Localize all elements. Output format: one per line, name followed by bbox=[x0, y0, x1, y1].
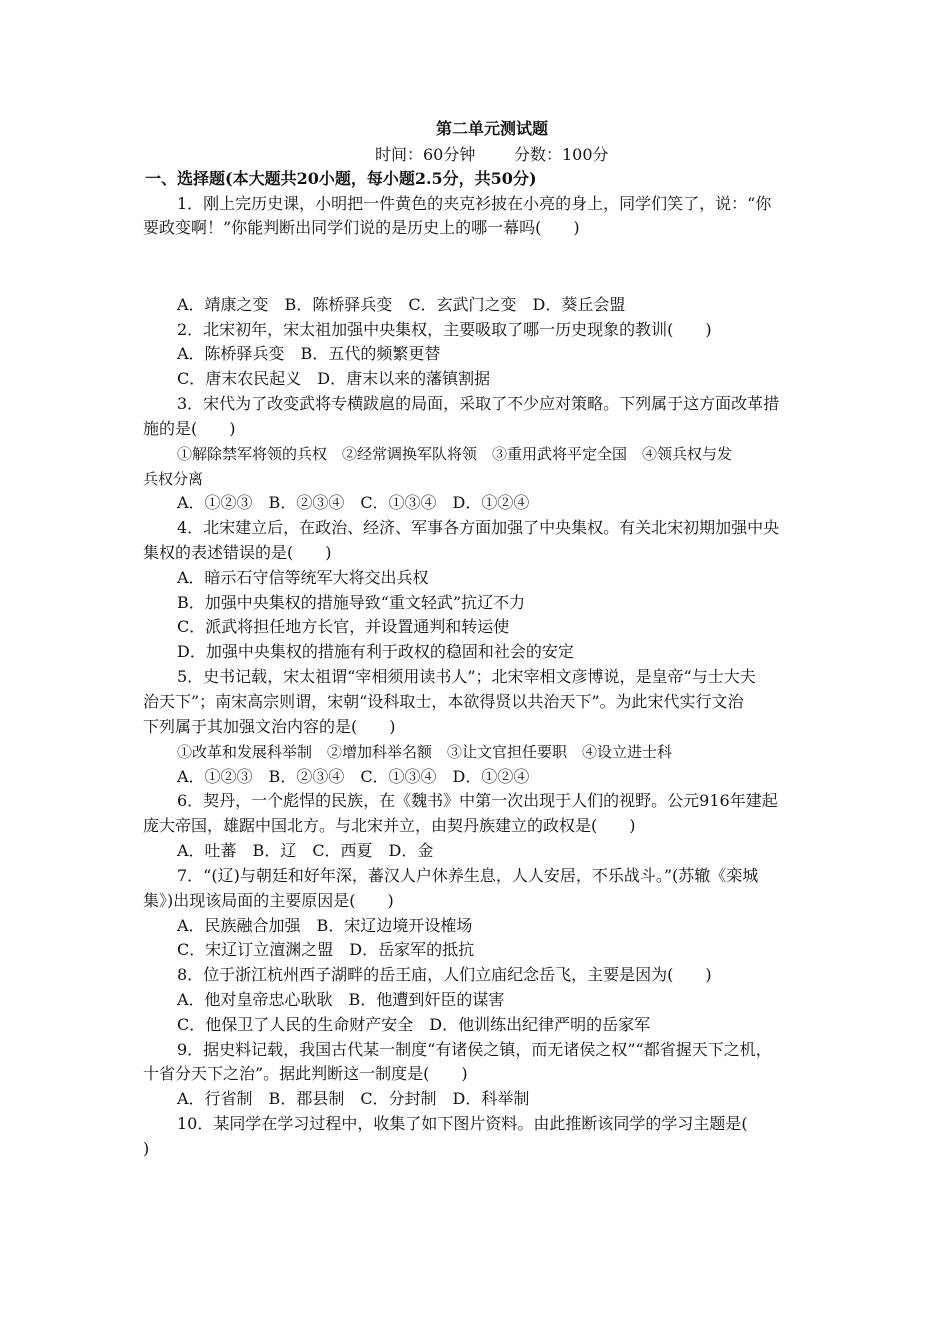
question-5-options: A．①②③ B．②③④ C．①③④ D．①②④ bbox=[177, 767, 530, 786]
question-7-options-ab: A．民族融合加强 B．宋辽边境开设榷场 bbox=[177, 916, 473, 935]
question-4-stem: 4．北宋建立后，在政治、经济、军事各方面加强了中央集权。有关北宋初期加强中央 bbox=[177, 518, 780, 537]
question-10-stem-cont: ) bbox=[143, 1139, 150, 1158]
question-9-options: A．行省制 B．郡县制 C．分封制 D．科举制 bbox=[177, 1089, 530, 1108]
question-8-options-ab: A．他对皇帝忠心耿耿 B．他遭到奸臣的谋害 bbox=[177, 990, 505, 1009]
question-3-items-cont: 兵权分离 bbox=[143, 470, 204, 488]
question-7-stem: 7．“(辽)与朝廷和好年深，蕃汉人户休养生息，人人安居，不乐战斗。”(苏辙《栾城 bbox=[177, 866, 759, 885]
question-3-stem-cont: 施的是( ) bbox=[143, 419, 236, 438]
question-2-stem: 2．北宋初年，宋太祖加强中央集权，主要吸取了哪一历史现象的教训( ) bbox=[177, 320, 712, 339]
question-4-option-b: B．加强中央集权的措施导致“重文轻武”抗辽不力 bbox=[177, 593, 526, 612]
question-4-option-c: C．派武将担任地方长官，并设置通判和转运使 bbox=[177, 617, 510, 636]
question-4-option-a: A．暗示石守信等统军大将交出兵权 bbox=[177, 568, 429, 587]
section-heading: 一、选择题(本大题共20小题，每小题2.5分，共50分) bbox=[145, 169, 537, 188]
question-1-stem-cont: 要政变啊！”你能判断出同学们说的是历史上的哪一幕吗( ) bbox=[143, 218, 580, 237]
question-4-stem-cont: 集权的表述错误的是( ) bbox=[143, 543, 332, 562]
question-10-stem: 10．某同学在学习过程中，收集了如下图片资料。由此推断该同学的学习主题是( bbox=[177, 1114, 748, 1133]
question-2-options-ab: A．陈桥驿兵变 B．五代的频繁更替 bbox=[177, 344, 441, 363]
exam-time: 时间：60分钟 bbox=[375, 145, 476, 164]
question-8-options-cd: C．他保卫了人民的生命财产安全 D．他训练出纪律严明的岳家军 bbox=[177, 1015, 651, 1034]
question-7-stem-cont: 集》)出现该局面的主要原因是( ) bbox=[143, 891, 394, 910]
question-5-items: ①改革和发展科举制 ②增加科举名额 ③让文官担任要职 ④设立进士科 bbox=[177, 743, 673, 761]
question-6-options: A．吐蕃 B．辽 C．西夏 D．金 bbox=[177, 841, 434, 860]
exam-title: 第二单元测试题 bbox=[436, 119, 549, 138]
question-6-stem: 6．契丹，一个彪悍的民族，在《魏书》中第一次出现于人们的视野。公元916年建起 bbox=[177, 791, 778, 810]
question-5-stem-cont: 治天下”；南宋高宗则谓，宋朝“设科取士，本欲得贤以共治天下”。为此宋代实行文治 bbox=[143, 692, 744, 711]
question-7-options-cd: C．宋辽订立澶渊之盟 D．岳家军的抵抗 bbox=[177, 940, 475, 959]
exam-score: 分数：100分 bbox=[514, 145, 609, 164]
question-3-options: A．①②③ B．②③④ C．①③④ D．①②④ bbox=[177, 493, 530, 512]
question-3-items: ①解除禁军将领的兵权 ②经常调换军队将领 ③重用武将平定全国 ④领兵权与发 bbox=[177, 445, 733, 463]
question-4-option-d: D．加强中央集权的措施有利于政权的稳固和社会的安定 bbox=[177, 642, 574, 661]
question-5-stem-cont2: 下列属于其加强文治内容的是( ) bbox=[143, 717, 396, 736]
question-5-stem: 5．史书记载，宋太祖谓“宰相须用读书人”；北宋宰相文彦博说，是皇帝“与士大夫 bbox=[177, 667, 756, 686]
question-3-stem: 3．宋代为了改变武将专横跋扈的局面，采取了不少应对策略。下列属于这方面改革措 bbox=[177, 394, 780, 413]
question-8-stem: 8．位于浙江杭州西子湖畔的岳王庙，人们立庙纪念岳飞，主要是因为( ) bbox=[177, 965, 712, 984]
question-6-stem-cont: 庞大帝国，雄踞中国北方。与北宋并立，由契丹族建立的政权是( ) bbox=[143, 816, 636, 835]
question-2-options-cd: C．唐末农民起义 D．唐末以来的藩镇割据 bbox=[177, 369, 491, 388]
question-1-options: A．靖康之变 B．陈桥驿兵变 C．玄武门之变 D．葵丘会盟 bbox=[177, 295, 626, 314]
question-9-stem: 9．据史料记载，我国古代某一制度“有诸侯之镇，而无诸侯之权”“都省握天下之机， bbox=[177, 1040, 772, 1059]
question-9-stem-cont: 十省分天下之治”。据此判断这一制度是( ) bbox=[143, 1064, 468, 1083]
question-1-stem: 1．刚上完历史课，小明把一件黄色的夹克衫披在小亮的身上，同学们笑了，说：“你 bbox=[177, 194, 772, 213]
